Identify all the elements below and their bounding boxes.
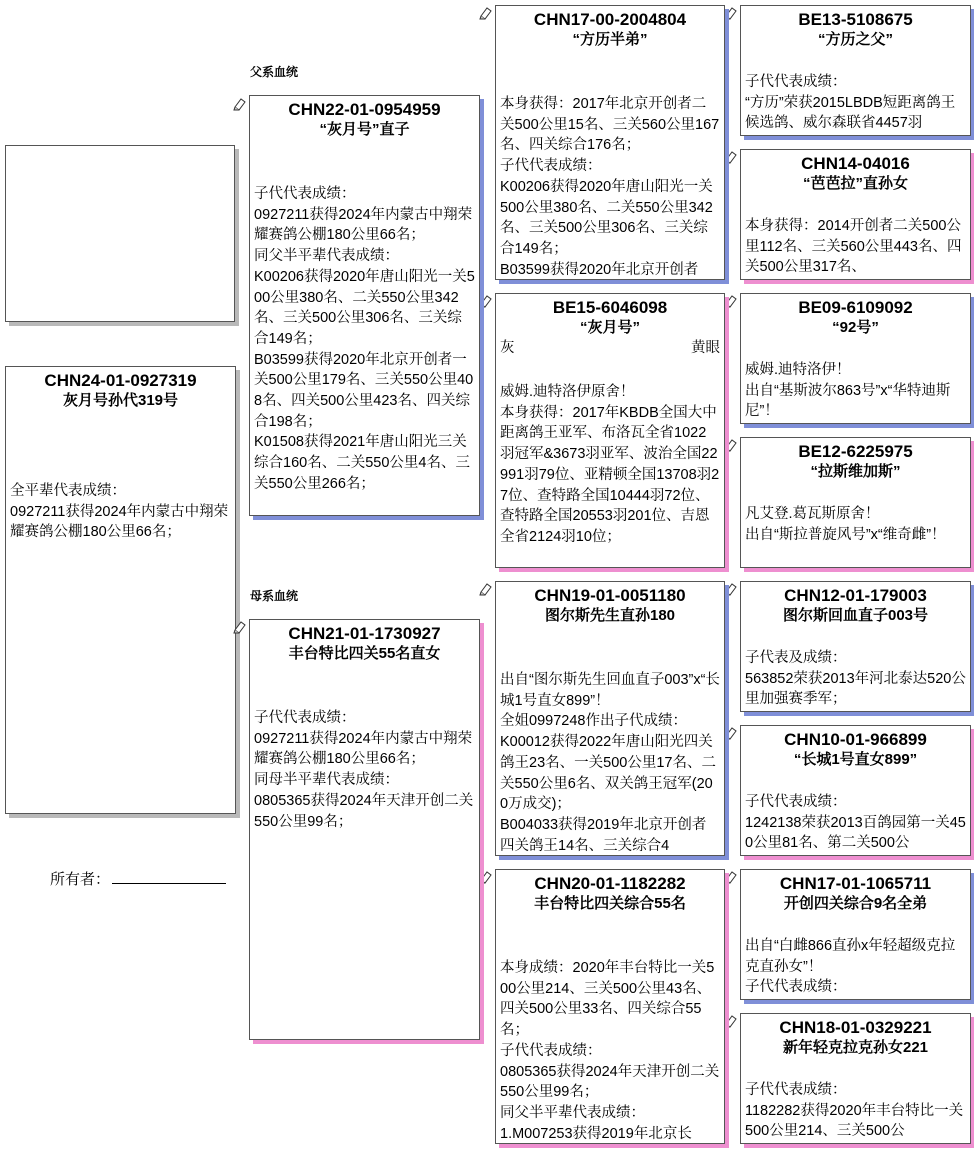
- dam-section-label: 母系血统: [250, 589, 299, 603]
- sds-ring: BE09-6109092: [798, 298, 913, 317]
- owner-field: [50, 868, 226, 889]
- dam-ring: CHN21-01-1730927: [288, 624, 441, 643]
- pencil-edit-icon[interactable]: [724, 582, 738, 596]
- dam-sire-card: [495, 581, 725, 856]
- subject-ring: CHN24-01-0927319: [44, 371, 197, 390]
- pencil-edit-icon[interactable]: [479, 582, 493, 596]
- dam-text: 子代代表成绩： 0927211获得2024年内蒙古中翔荣耀赛鸽公棚180公里66名； 同母半平辈代表成绩： 0805365获得2024年天津开创二关550公里99名；: [254, 710, 474, 830]
- pencil-edit-icon[interactable]: [724, 438, 738, 452]
- sire-dam-color-row: [496, 338, 724, 358]
- sds-name: “92号”: [832, 319, 879, 336]
- dds-card: [740, 869, 971, 1000]
- sire-card: [249, 95, 480, 516]
- dam-sire-text: 出自“图尔斯先生回血直子003”x“长城1号直女899”！ 全姐0997248作出子代成绩： K00012获得2022年唐山阳光四关鸽王23名、一关500公里17名、二关550公里6名、双关鸽王冠军(200万成交)； B004033获得2019年北京开创者四关鸽王14名、三关综合4: [500, 672, 720, 854]
- dss-ring: CHN12-01-179003: [784, 586, 927, 605]
- ddd-card: [740, 1013, 971, 1144]
- ssd-ring: CHN14-04016: [801, 154, 910, 173]
- sire-text: 子代代表成绩： 0927211获得2024年内蒙古中翔荣耀赛鸽公棚180公里66名； 同父半平辈代表成绩： K00206获得2020年唐山阳光一关500公里380名、二关550公里342名、三关500公里306名、三关综合149名； B03599获得2020年北京开创者一关500公里179名、三关550公里408名、四关500公里423名、四关综合198名； K01508获得2021年唐山阳光三关综合160名、二关550公里4名、三关550公里266名；: [254, 186, 475, 492]
- sire-dam-ring: BE15-6046098: [552, 298, 668, 317]
- owner-label: 所有者：: [50, 871, 111, 888]
- dds-text: 出自“白雌866直孙x年轻超级克拉克直孙女”！ 子代代表成绩：: [745, 938, 956, 996]
- dam-dam-card: [495, 869, 725, 1144]
- sire-dam-eye: 黄眼: [691, 340, 720, 356]
- pencil-edit-icon[interactable]: [724, 870, 738, 884]
- sdd-card: [740, 437, 971, 568]
- dam-dam-ring: CHN20-01-1182282: [534, 874, 686, 893]
- dam-dam-text: 本身成绩：2020年丰台特比一关500公里214、三关500公里43名、四关500公里33名、四关综合55名； 子代代表成绩： 0805365获得2024年天津开创二关550公里99名； 同父半平辈代表成绩： 1.M007253获得2019年北京长: [500, 960, 720, 1142]
- pencil-edit-icon[interactable]: [479, 870, 493, 884]
- ssd-text: 本身获得：2014开创者二关500公里112名、三关560公里443名、四关500公里317名、: [745, 218, 962, 276]
- sds-card: [740, 293, 971, 424]
- subject-card: [5, 366, 236, 814]
- sire-name: “灰月号”直子: [319, 121, 410, 138]
- dss-text: 子代表及成绩： 563852荣获2013年河北泰达520公里加强赛季军；: [745, 650, 966, 708]
- pencil-edit-icon[interactable]: [724, 6, 738, 20]
- pencil-edit-icon[interactable]: [479, 6, 493, 20]
- pencil-edit-icon[interactable]: [724, 294, 738, 308]
- sire-dam-color: 灰: [500, 340, 515, 356]
- sds-text: 威姆.迪特洛伊！ 出自“基斯波尔863号”x“华特迪斯尼”！: [745, 362, 951, 420]
- sire-section-label: 父系血统: [250, 65, 299, 79]
- owner-line: [112, 869, 226, 884]
- pencil-edit-icon[interactable]: [233, 97, 247, 111]
- subject-text: 全平辈代表成绩： 0927211获得2024年内蒙古中翔荣耀赛鸽公棚180公里66名；: [10, 483, 229, 541]
- dss-name: 图尔斯回血直子003号: [782, 607, 929, 624]
- dsd-card: [740, 725, 971, 856]
- sire-dam-text: 威姆.迪特洛伊原舍！ 本身获得：2017年KBDB全国大中距离鸽王亚军、布洛瓦全省1022羽冠军&3673羽亚军、波治全国22991羽79位、亚精顿全国13708羽27位、查特路全国10444羽72位、查特路全国20553羽201位、吉恩全省2124羽10位；: [500, 384, 720, 545]
- dam-name: 丰台特比四关55名直女: [288, 645, 441, 662]
- sire-sire-text: 本身获得：2017年北京开创者二关500公里15名、三关560公里167名、四关综合176名； 子代代表成绩： K00206获得2020年唐山阳光一关500公里380名、二关550公里342名、三关500公里306名、三关综合149名； B03599获得2020年北京开创者: [500, 96, 720, 278]
- dss-card: [740, 581, 971, 712]
- pencil-edit-icon[interactable]: [233, 620, 247, 634]
- sss-name: “方历之父”: [817, 31, 893, 48]
- dam-dam-name: 丰台特比四关综合55名: [534, 895, 686, 912]
- ssd-card: [740, 149, 971, 280]
- sss-text: 子代代表成绩： “方历”荣获2015LBDB短距离鸽王候选鸽、威尔森联省4457羽: [745, 74, 956, 132]
- sire-sire-card: [495, 5, 725, 280]
- dsd-ring: CHN10-01-966899: [784, 730, 927, 749]
- dam-sire-ring: CHN19-01-0051180: [534, 586, 686, 605]
- photo-frame: [5, 145, 235, 322]
- dsd-name: “长城1号直女899”: [793, 751, 918, 768]
- sss-ring: BE13-5108675: [798, 10, 913, 29]
- sdd-ring: BE12-6225975: [798, 442, 913, 461]
- sss-card: [740, 5, 971, 136]
- ssd-name: “芭芭拉”直孙女: [802, 175, 908, 192]
- ddd-ring: CHN18-01-0329221: [779, 1018, 932, 1037]
- dam-card: [249, 619, 480, 1040]
- dds-ring: CHN17-01-1065711: [779, 874, 932, 893]
- sire-dam-name: “灰月号”: [579, 319, 640, 336]
- sire-dam-card: [495, 293, 725, 568]
- pencil-edit-icon[interactable]: [479, 294, 493, 308]
- dam-sire-name: 图尔斯先生直孙180: [544, 607, 676, 624]
- pencil-edit-icon[interactable]: [724, 726, 738, 740]
- sire-ring: CHN22-01-0954959: [288, 100, 441, 119]
- ddd-name: 新年轻克拉克孙女221: [782, 1039, 929, 1056]
- pencil-edit-icon[interactable]: [724, 1014, 738, 1028]
- dds-name: 开创四关综合9名全弟: [783, 895, 928, 912]
- pencil-edit-icon[interactable]: [724, 150, 738, 164]
- sire-sire-ring: CHN17-00-2004804: [533, 10, 687, 29]
- ddd-text: 子代代表成绩： 1182282获得2020年丰台特比一关500公里214、三关500公: [745, 1082, 964, 1140]
- sdd-text: 凡艾登.葛瓦斯原舍！ 出自“斯拉普旋风号”x“维奇雌”！: [745, 506, 946, 543]
- subject-name: 灰月号孙代319号: [62, 392, 179, 409]
- dsd-text: 子代代表成绩： 1242138荣获2013百鸽园第一关450公里81名、第二关500公: [745, 794, 966, 852]
- sire-sire-name: “方历半弟”: [572, 31, 648, 48]
- sdd-name: “拉斯维加斯”: [810, 463, 901, 480]
